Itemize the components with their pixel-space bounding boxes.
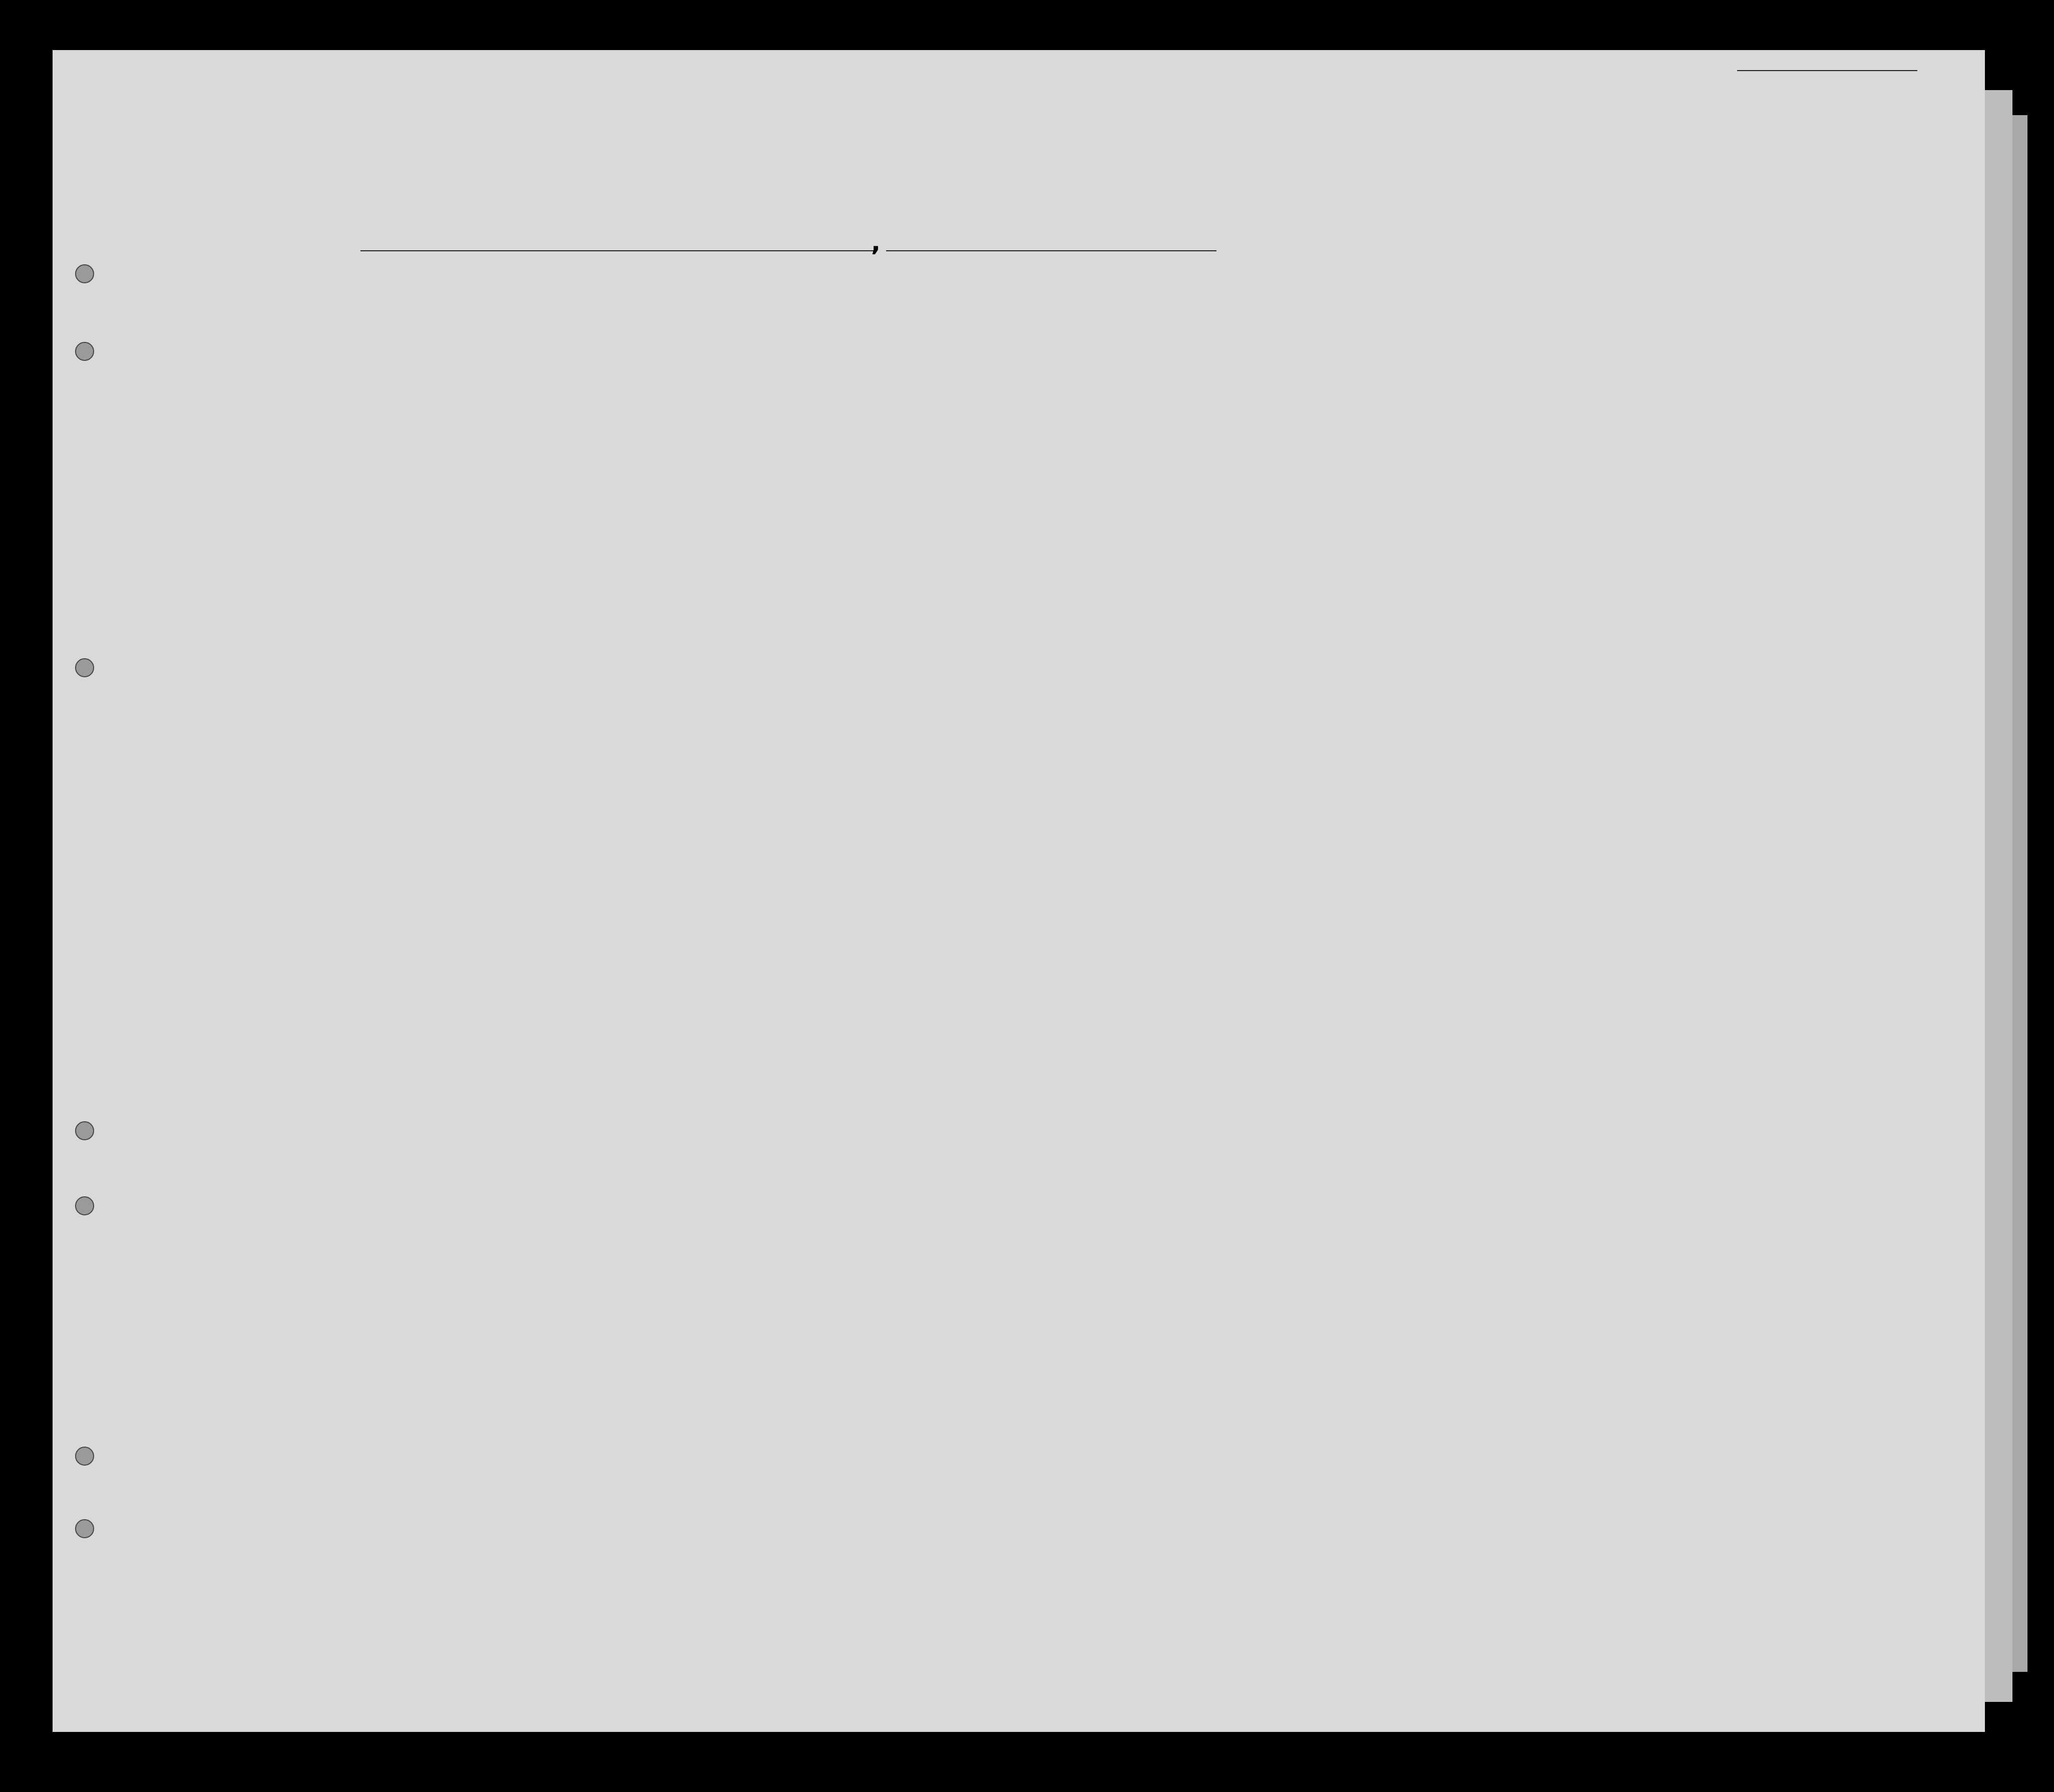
list-blank: [1737, 70, 1917, 71]
binder-hole: [75, 342, 94, 361]
binder-hole: [75, 658, 94, 677]
binder-hole: [75, 264, 94, 283]
binder-hole: [75, 1196, 94, 1215]
binder-hole: [75, 1447, 94, 1466]
comma: ,: [871, 228, 881, 257]
binder-hole: [75, 1121, 94, 1140]
binder-hole: [75, 1519, 94, 1538]
date-blank: [886, 250, 1216, 251]
port-blank: [360, 250, 876, 251]
